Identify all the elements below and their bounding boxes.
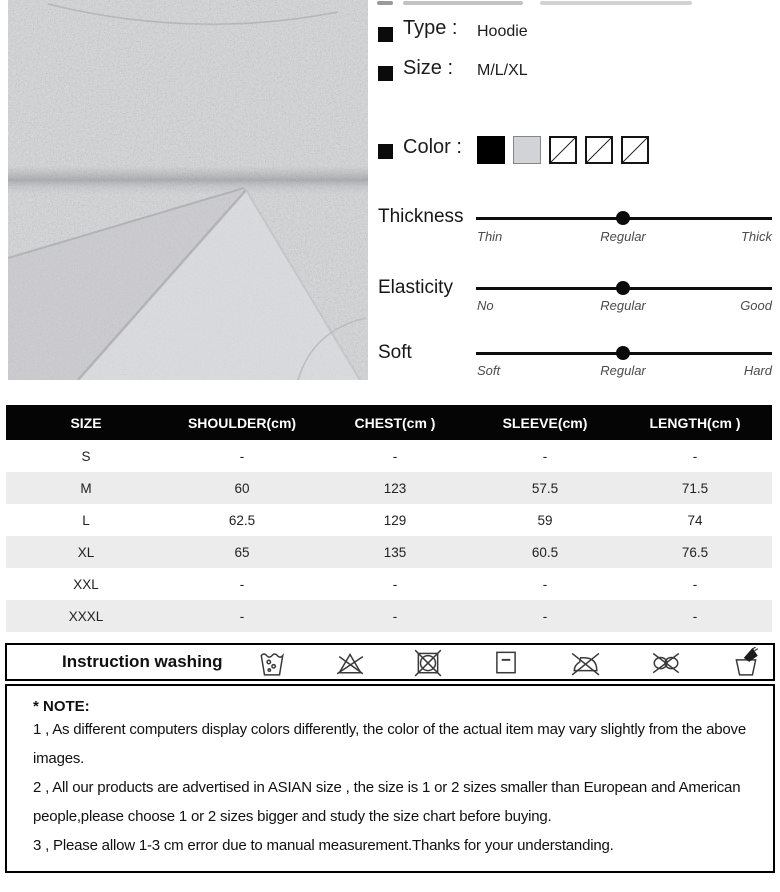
cell: XL	[77, 544, 95, 560]
cell: 71.5	[681, 480, 709, 496]
size-value: M/L/XL	[477, 62, 528, 79]
cell: 74	[687, 512, 703, 528]
cell: M	[80, 480, 92, 496]
table-row	[6, 600, 772, 632]
cell: 129	[383, 512, 407, 528]
note-item-1: 1 , As different computers display colors differently, the color of the actual item may vary slightly from the above images.	[33, 721, 746, 767]
soft-scale-middle: Regular	[600, 363, 646, 378]
product-fabric-photo	[8, 0, 368, 380]
color-swatch-gray	[513, 136, 541, 164]
size-label: Size :	[403, 57, 454, 79]
color-bullet-icon	[378, 144, 393, 159]
note-box	[5, 684, 775, 873]
do-not-iron-icon	[570, 647, 600, 677]
gentle-wash-icon	[259, 647, 285, 677]
table-header-row	[6, 405, 772, 440]
note-item-2: 2 , All our products are advertised in ASIAN size , the size is 1 or 2 sizes smaller than European and American people,please choose 1 or 2 sizes bigger and study the size chart before buying.	[33, 779, 741, 825]
elasticity-scale-left: No	[477, 298, 494, 313]
cropped-value-remnant	[540, 1, 692, 5]
soft-slider-label: Soft	[378, 342, 412, 363]
table-row	[6, 536, 772, 568]
elasticity-slider-dot	[616, 281, 630, 295]
table-row	[6, 472, 772, 504]
cell: -	[392, 448, 398, 464]
cell: -	[392, 608, 398, 624]
cell: -	[542, 608, 548, 624]
table-row	[6, 504, 772, 536]
color-swatch-na-3	[621, 136, 649, 164]
size-bullet-icon	[378, 66, 393, 81]
do-not-tumble-dry-icon	[414, 647, 442, 677]
col-header-sleeve: SLEEVE(cm)	[472, 405, 618, 440]
fabric-texture-image	[8, 0, 368, 380]
cell: XXXL	[68, 608, 104, 624]
note-title: * NOTE:	[33, 698, 90, 715]
cell: -	[542, 448, 548, 464]
color-swatch-black	[477, 136, 505, 164]
size-chart-table	[6, 405, 772, 632]
cell: -	[239, 448, 245, 464]
cell: -	[542, 576, 548, 592]
cell: 57.5	[531, 480, 559, 496]
table-row	[6, 440, 772, 472]
thickness-scale-right: Thick	[740, 229, 772, 244]
elasticity-scale-middle: Regular	[600, 298, 646, 313]
cell: XXL	[73, 576, 99, 592]
cell: -	[239, 608, 245, 624]
do-not-bleach-icon	[336, 647, 364, 677]
soft-slider-dot	[616, 346, 630, 360]
cell: 62.5	[228, 512, 256, 528]
note-item-3: 3 , Please allow 1-3 cm error due to manual measurement.Thanks for your understanding.	[33, 837, 614, 854]
cell: 59	[537, 512, 553, 528]
cell: 60	[234, 480, 250, 496]
col-header-size: SIZE	[6, 405, 166, 440]
cell: -	[692, 576, 698, 592]
thickness-slider-dot	[616, 211, 630, 225]
cell: L	[82, 512, 90, 528]
cell: 123	[383, 480, 407, 496]
washing-instruction-bar	[5, 643, 775, 681]
cell: -	[692, 608, 698, 624]
cell: -	[692, 448, 698, 464]
col-header-length: LENGTH(cm )	[618, 405, 772, 440]
color-label: Color :	[403, 136, 462, 158]
type-label: Type :	[403, 17, 458, 39]
col-header-shoulder: SHOULDER(cm)	[166, 405, 318, 440]
thickness-scale-left: Thin	[477, 229, 503, 244]
cell: S	[81, 448, 91, 464]
cell: 65	[234, 544, 250, 560]
cell: 76.5	[681, 544, 709, 560]
table-row	[6, 568, 772, 600]
thickness-scale-middle: Regular	[600, 229, 646, 244]
elasticity-slider-label: Elasticity	[378, 277, 453, 298]
elasticity-scale-right: Good	[740, 298, 772, 313]
washing-instruction-label: Instruction washing	[62, 652, 223, 671]
type-value: Hoodie	[477, 23, 528, 40]
color-swatch-na-1	[549, 136, 577, 164]
cropped-bullet-remnant	[377, 1, 393, 5]
washing-icons-row	[259, 645, 759, 679]
cell: -	[392, 576, 398, 592]
do-not-wring-icon	[650, 647, 682, 677]
cell: 60.5	[531, 544, 559, 560]
dry-flat-icon	[493, 647, 519, 677]
cropped-label-remnant	[403, 1, 523, 5]
soft-scale-left: Soft	[477, 363, 501, 378]
type-bullet-icon	[378, 27, 393, 42]
cell: 135	[383, 544, 407, 560]
color-swatch-na-2	[585, 136, 613, 164]
cell: -	[239, 576, 245, 592]
col-header-chest: CHEST(cm )	[318, 405, 472, 440]
hand-wash-icon	[733, 647, 759, 677]
soft-scale-right: Hard	[743, 363, 772, 378]
thickness-slider-label: Thickness	[378, 206, 464, 227]
